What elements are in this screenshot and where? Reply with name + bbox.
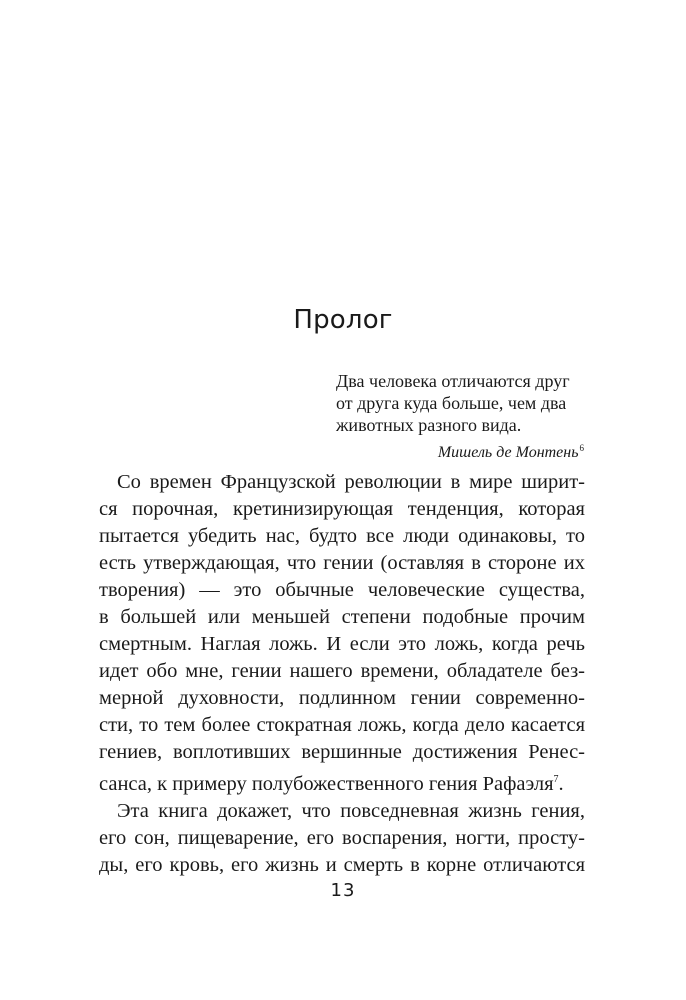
text-line: ды, его кровь, его жизнь и смерть в корне отличаются bbox=[99, 854, 585, 876]
text-line: ся порочная, кретинизирующая тенденция, которая bbox=[99, 498, 585, 520]
text-line: Со времен Французской революции в мире ширит- bbox=[117, 471, 585, 493]
text-line: пытается убедить нас, будто все люди одинаковы, то bbox=[99, 525, 585, 547]
text-line: есть утверждающая, что гении (оставляя в стороне их bbox=[99, 552, 585, 574]
epigraph-line: Два человека отличаются друг bbox=[336, 371, 570, 391]
text-line bbox=[99, 766, 585, 798]
body-text bbox=[99, 469, 585, 879]
epigraph bbox=[336, 370, 584, 464]
epigraph-line: животных разного вида. bbox=[336, 415, 522, 435]
text-line: в большей или меньшей степени подобные прочим bbox=[99, 606, 585, 628]
epigraph-line: от друга куда больше, чем два bbox=[336, 393, 567, 413]
text-line: идет обо мне, гении нашего времени, обладателе без- bbox=[99, 660, 585, 682]
text-line: Эта книга докажет, что повседневная жизнь гения, bbox=[117, 800, 585, 822]
text-line: творения) — это обычные человеческие существа, bbox=[99, 579, 585, 601]
text-line: мерной духовности, подлинном гении современно- bbox=[99, 687, 585, 709]
page-number: 13 bbox=[330, 880, 356, 901]
text-line: сти, то тем более стократная ложь, когда дело касается bbox=[99, 714, 585, 736]
sentence-end: . bbox=[558, 773, 564, 795]
footnote-ref[interactable]: 7 bbox=[553, 774, 559, 785]
text-line: гениев, воплотивших вершинные достижения Ренес- bbox=[99, 741, 585, 763]
chapter-title: Пролог bbox=[293, 305, 393, 335]
text-line: смертным. Наглая ложь. И если это ложь, когда речь bbox=[99, 633, 585, 655]
text-line: его сон, пищеварение, его воспарения, ногти, просту- bbox=[99, 827, 585, 849]
epigraph-author-name: Мишель де Монтень bbox=[437, 444, 579, 461]
text-line-content: санса, к примеру полубожественного гения Рафаэля bbox=[99, 773, 554, 795]
epigraph-footnote-ref[interactable]: 6 bbox=[579, 443, 584, 453]
epigraph-author bbox=[336, 437, 584, 464]
